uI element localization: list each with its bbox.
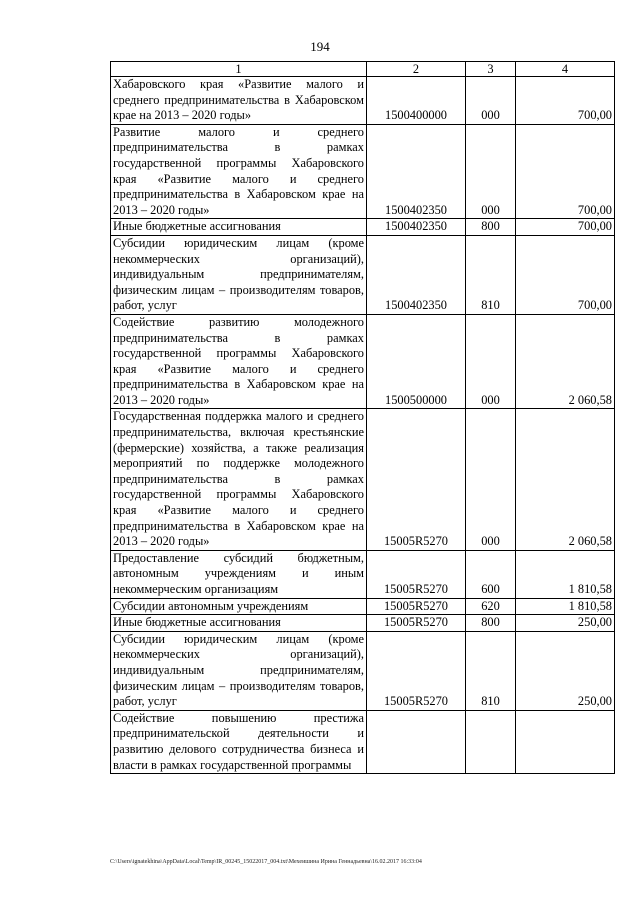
row-expense-type: 000 <box>466 124 516 219</box>
table-row <box>111 631 615 710</box>
table-header-row <box>111 62 615 77</box>
header-cell-code: 2 <box>367 62 466 77</box>
row-target-code: 1500402350 <box>367 235 466 314</box>
file-path-footer: C:\Users\ignatekhina\AppData\Local\Temp\IR_00245_15022017_004.txt\Мехеишина Ирина Геннадьевна\16.02.2017 16:33:04 <box>110 859 422 865</box>
row-sum: 250,00 <box>516 615 615 632</box>
row-name: Хабаровского края «Развитие малого и среднего предпринимательства в Хабаровском крае на 2013 – 2020 годы» <box>111 77 367 125</box>
table-row <box>111 235 615 314</box>
row-target-code: 1500400000 <box>367 77 466 125</box>
header-cell-type: 3 <box>466 62 516 77</box>
row-expense-type: 000 <box>466 77 516 125</box>
row-sum: 2 060,58 <box>516 409 615 550</box>
row-target-code <box>367 710 466 773</box>
row-sum: 1 810,58 <box>516 598 615 615</box>
row-expense-type: 800 <box>466 219 516 236</box>
table-row <box>111 598 615 615</box>
row-name: Государственная поддержка малого и среднего предпринимательства, включая крестьянские (фермерские) хозяйства, а также реализация мероприятий по поддержке молодежного предпринимательства в рамках государственной программы Хабаровского края «Развитие малого и среднего предпринимательства в Хабаровском крае на 2013 – 2020 годы» <box>111 409 367 550</box>
row-sum: 250,00 <box>516 631 615 710</box>
row-name: Предоставление субсидий бюджетным, автономным учреждениям и иным некоммерческим организациям <box>111 550 367 598</box>
row-sum: 2 060,58 <box>516 314 615 409</box>
row-sum: 1 810,58 <box>516 550 615 598</box>
table-row <box>111 550 615 598</box>
row-sum: 700,00 <box>516 77 615 125</box>
row-target-code: 15005R5270 <box>367 550 466 598</box>
row-sum <box>516 710 615 773</box>
row-name: Содействие развитию молодежного предпринимательства в рамках государственной программы Хабаровского края «Развитие малого и среднего предпринимательства в Хабаровском крае на 2013 – 2020 годы» <box>111 314 367 409</box>
row-name: Иные бюджетные ассигнования <box>111 219 367 236</box>
row-target-code: 15005R5270 <box>367 615 466 632</box>
row-expense-type <box>466 710 516 773</box>
table-row <box>111 314 615 409</box>
budget-table <box>110 61 615 774</box>
row-expense-type: 810 <box>466 235 516 314</box>
row-sum: 700,00 <box>516 235 615 314</box>
row-expense-type: 000 <box>466 314 516 409</box>
row-expense-type: 800 <box>466 615 516 632</box>
row-target-code: 15005R5270 <box>367 598 466 615</box>
table-row <box>111 124 615 219</box>
row-expense-type: 600 <box>466 550 516 598</box>
table-row <box>111 409 615 550</box>
row-name: Иные бюджетные ассигнования <box>111 615 367 632</box>
row-target-code: 1500402350 <box>367 124 466 219</box>
row-name: Субсидии юридическим лицам (кроме некоммерческих организаций), индивидуальным предпринимателям, физическим лицам – производителям товаров, работ, услуг <box>111 631 367 710</box>
row-name: Субсидии автономным учреждениям <box>111 598 367 615</box>
row-expense-type: 810 <box>466 631 516 710</box>
row-target-code: 1500500000 <box>367 314 466 409</box>
row-target-code: 15005R5270 <box>367 631 466 710</box>
table-row <box>111 710 615 773</box>
row-target-code: 15005R5270 <box>367 409 466 550</box>
row-target-code: 1500402350 <box>367 219 466 236</box>
row-name: Содействие повышению престижа предпринимательской деятельности и развитию делового сотрудничества бизнеса и власти в рамках государственной программы <box>111 710 367 773</box>
row-sum: 700,00 <box>516 124 615 219</box>
header-cell-name: 1 <box>111 62 367 77</box>
table-row <box>111 615 615 632</box>
row-sum: 700,00 <box>516 219 615 236</box>
row-expense-type: 000 <box>466 409 516 550</box>
row-expense-type: 620 <box>466 598 516 615</box>
row-name: Развитие малого и среднего предпринимательства в рамках государственной программы Хабаровского края «Развитие малого и среднего предпринимательства в Хабаровском крае на 2013 – 2020 годы» <box>111 124 367 219</box>
row-name: Субсидии юридическим лицам (кроме некоммерческих организаций), индивидуальным предпринимателям, физическим лицам – производителям товаров, работ, услуг <box>111 235 367 314</box>
page-number: 194 <box>310 39 330 54</box>
table-row <box>111 219 615 236</box>
header-cell-sum: 4 <box>516 62 615 77</box>
table-row <box>111 77 615 125</box>
